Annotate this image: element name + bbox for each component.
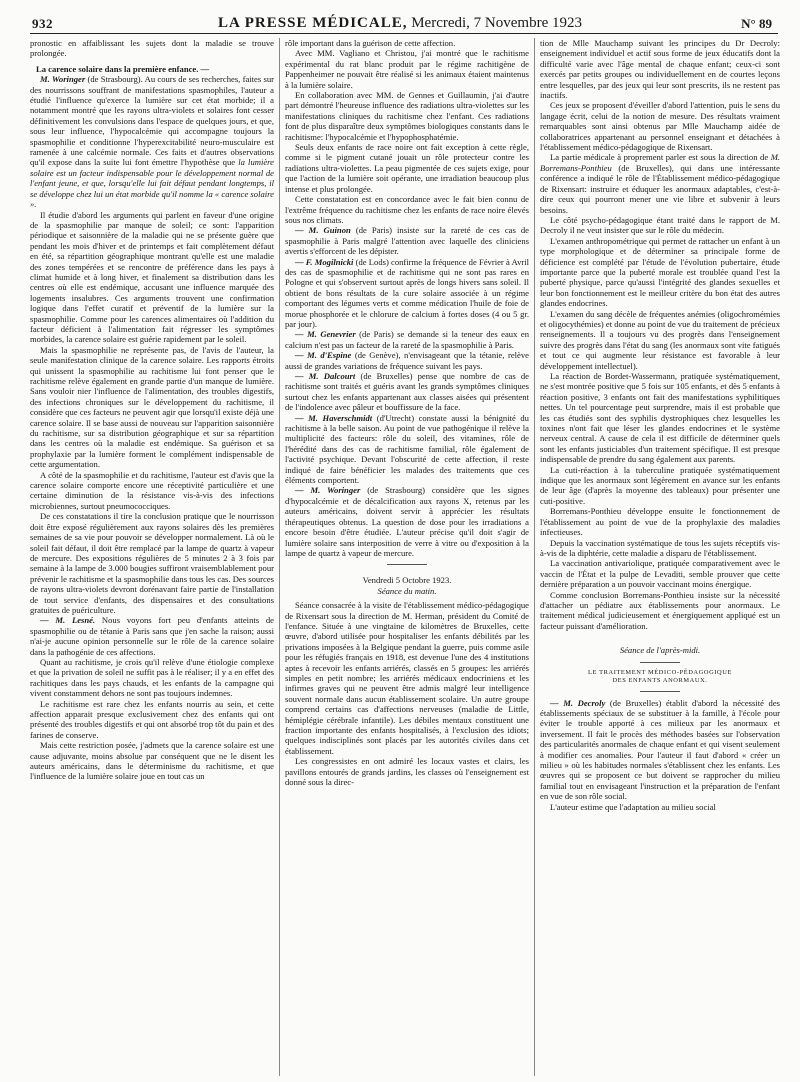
journal-name: LA PRESSE MÉDICALE, [218, 15, 408, 31]
paragraph: Comme conclusion Borremans-Ponthieu insiste sur la nécessité d'attacher un pédiatre aux établissements pour anormaux. Le traitement médical judicieusement et énergiquement appliqué est un facteur puissant d'amélioration. [540, 589, 780, 631]
paragraph-text: (de Strasbourg) considère que les signes d'hypocalcémie et de décalcification aux rayons X, retenus par les auteurs américains, doivent servir à apprécier les résultats thérapeutiques obtenus. La question de dose pour les irradiations a encore besoin d'être étudiée. L'auteur précise qu'il doit s'agir de lumière solaire sans interposition de verre à vitre ou d'exposition à la lampe de quartz à vapeur de mercure. [285, 485, 529, 558]
paragraph-text: La partie médicale à proprement parler est sous la direction de [550, 152, 771, 163]
speaker-name: M. Borremans-Ponthieu [540, 152, 780, 173]
session-title: Séance du matin. [377, 585, 437, 596]
speaker-name: — M. Genevrier [295, 329, 356, 340]
speaker-name: — M. Woringer [295, 485, 361, 496]
session-date: Vendredi 5 Octobre 1923. [362, 575, 452, 586]
speaker-name: M. Woringer [40, 74, 86, 85]
paragraph: Avec MM. Vagliano et Christou, j'ai montré que le rachitisme expérimental du rat blanc produit par le régime rachitigène de Pappenheimer ne pouvait être réalisé si les animaux étaient maintenus à la lumière solaire. [285, 48, 529, 90]
speaker-name: — M. Dalcourt [295, 371, 356, 381]
paragraph: Le rachitisme est rare chez les enfants nourris au sein, et cette affection apparait presque exclusivement chez des enfants qui ont présenté des troubles digestifs et qui ont absorbé trop tôt du pain et des farines de conserve. [30, 698, 274, 740]
issue-date: Mercredi, 7 Novembre 1923 [407, 15, 582, 31]
paragraph: rôle important dans la guérison de cette affection. [285, 38, 456, 48]
paragraph [285, 257, 529, 330]
speaker-name: — M. Lesné. [40, 615, 96, 626]
column-divider [534, 38, 535, 1076]
paragraph: Mais cette restriction posée, j'admets que la carence solaire est une cause adjuvante, moins absolue par conséquent que ne le disent les auteurs américains, dans le déterminisme du rachitisme, et que l'influence de la lumière solaire joue en tout cas un [30, 740, 274, 782]
paragraph-text: (d'Utrecht) constate aussi la bénignité du rachitisme à la belle saison. Au point de vue pathogénique il relève la multiplicité des facteurs: rôle du soleil, des vitamines, rôle de l'hérédité dans des cas de rachitisme familial, rôle également de l'activité psychique. Devant l'obscurité de cette affection, il reste indiqué de faire bénéficier les malades des traitements que ces éléments comportent. [285, 412, 529, 486]
paragraph-text: (de Genève), n'envisageant que la tétanie, relève aussi de grandes variations de fréquence suivant les pays. [285, 350, 529, 371]
paragraph [285, 485, 529, 558]
paragraph: Seuls deux enfants de race noire ont fait exception à cette règle, comme si le pigment cutané jouait un rôle protecteur contre les radiations ultra-violettes. La peau pigmentée de ces sujets exige, pour que l'action de la lumière soit opérante, une irradiation beaucoup plus intense et plus prolongée. [285, 142, 529, 194]
paragraph [540, 698, 780, 802]
paragraph-text: (de Bruxelles) établit d'abord la nécessité des établissements spéciaux de se substituer à la famille, à l'école pour éviter le trouble apporté à ces milieux par les anormaux et inversement. Il fait le procès des méthodes basées sur l'observation des particularités anormales de chaque enfant et qui visent seulement à modifier ces anomalies. Pour l'auteur il faut d'abord « créer un milieu » où les habitudes normales s'établissent chez les enfants. Les œuvres qui se proposent ce but doivent se rapprocher du milieu familial tout en envisageant l'instruction et la préparation de l'enfant en vue de son rôle social. [540, 697, 780, 802]
spacer [540, 631, 780, 645]
page-number: 932 [32, 16, 53, 31]
speaker-name: — M. Decroly [550, 697, 606, 708]
speaker-name: — M. Guinon [295, 225, 351, 236]
paragraph: Borremans-Ponthieu développe ensuite le fonctionnement de l'établissement au point de vue de la prophylaxie des maladies infectieuses. [540, 506, 780, 538]
paragraph: Les congressistes en ont admiré les locaux vastes et clairs, les pavillons entourés de grands jardins, les classes où l'enseignement est donné sous la direc- [285, 756, 529, 788]
column-1 [30, 38, 274, 1078]
journal-title [20, 15, 780, 32]
paragraph: De ces constatations il tire la conclusion pratique que le nourrisson doit être exposé régulièrement aux rayons solaires dès les premières semaines de sa vie pour pouvoir se développer normalement. Là où le soleil fait défaut, il doit être remplacé par la lampe de quartz à vapeur de mercure. Des expositions régulières de 5 minutes 2 à 3 fois par semaine à la lampe de 3.000 bougies suffiront vraisemblablement pour prévenir le rachitisme et la spasmophilie dans tous les cas. Des sources de rayons ultra-violets devront dorénavant faire partie de l'installation de tout service d'enfants, des dispensaires et des consultations gratuites de puériculture. [30, 511, 274, 615]
paragraph: Depuis la vaccination systématique de tous les sujets réceptifs vis-à-vis de la diphtérie, cette maladie a disparu de l'établissement. [540, 537, 780, 558]
paragraph [30, 74, 274, 209]
paragraph: La vaccination antivariolique, pratiquée comparativement avec le vaccin de l'État et la pulpe de Levaditi, semble prouver que cette dernière préparation a un pouvoir vaccinant moins énergique. [540, 558, 780, 590]
paragraph-text: (de Strasbourg). Au cours de ses recherches, faites sur des nourrissons souffrant de manifestations spasmophiles, l'auteur a étudié l'influence qu'exerce la lumière sur cet état morbide; il a notamment montré que les rayons ultra-violets et solaires font cesser définitivement les convulsions dans l'espace de quelques jours, et que, sous leur influence, l'hypocalcémie qui accompagne toujours la spasmophilie et conditionne l'hyperexcitabilité neuro-musculaire est ramenée à une calcémie normale. Ces faits et d'autres observations qu'il expose dans la suite lui font émettre l'hypothèse que [30, 74, 274, 168]
paragraph [285, 329, 529, 350]
paragraph [540, 152, 780, 214]
paragraph [285, 350, 529, 371]
paragraph-text: (de Paris) se demande si la teneur des eaux en calcium n'est pas un facteur de la rareté de la spasmophilie à Paris. [285, 329, 529, 350]
issue-number: N° 89 [741, 16, 772, 31]
separator-rule [640, 691, 680, 692]
column-3 [540, 38, 780, 1078]
paragraph: pronostic en affaiblissant les sujets dont la maladie se trouve prolongée. [30, 38, 274, 59]
paragraph: Ces jeux se proposent d'éveiller d'abord l'attention, puis le sens du langage écrit, celui de la notion de mesure. Des résultats vraiment remarquables sont ainsi obtenus par Mlle Mauchamp aidée de collaboratrices appartenant au personnel enseignant et détachées à l'établissement médico-pédagogique de Rixensart. [540, 100, 780, 153]
paragraph-text: (de Bruxelles), qui dans une intéressante conférence a indiqué le rôle de l'Établissement médico-pédagogique de Rixensart: instruire et éduquer les anormaux adaptables, c'est-à-dire ceux qui pourront mener une vie libre et subvenir à leurs besoins. [540, 162, 780, 215]
paragraph: Séance consacrée à la visite de l'établissement médico-pédagogique de Rixensart sous la direction de M. Herman, président du Comité de l'enfance. Située à une vingtaine de kilomètres de Bruxelles, cette œuvre, d'abord utilisée pour hospitaliser les enfants débilités par les privations imposées à la Belgique pendant la guerre, puis comme asile pour les réfugiés français en 1918, est devenue l'une des 4 institutions aptes à recevoir les enfants arriérés, classés en 5 groupes: les arriérés simples en petit nombre; les arriérés médicaux endocriniens et les infirmes graves qui ne peuvent être admis malgré leur intelligence souvent normale dans aucun établissement scolaire. Un autre groupe comprend certains cas d'affections nerveuses (maladie de Little, hémiplégie cérébrale infantile). Les débiles mentaux constituent une fraction importante des enfants hospitalisés, à l'exclusion des idiots; quelques indisciplinés sont placés par les autorités civiles dans cet établissement. [285, 600, 529, 756]
italic-text: la lumière solaire est un facteur indispensable pour le développement normal de l'enfant jeune, et que, lorsqu'elle lui fait défaut pendant longtemps, il se développe chez lui un état morbide qu'il nomme la « carence solaire ». [30, 157, 274, 210]
paragraph-text: (de Bruxelles) pense que nombre de cas de rachitisme sont traités et guéris avant les grands symptômes cliniques surtout chez les enfants appartenant aux classes aisées qui présentent de l'indolence avec pâleur et bouffissure de la face. [285, 371, 529, 413]
paragraph [30, 615, 274, 657]
paragraph: En collaboration avec MM. de Gennes et Guillaumin, j'ai d'autre part démontré l'heureuse influence des radiations ultra-violettes sur les manifestations cliniques du rachitisme chez l'enfant. Ces radiations font de plus disparaître deux symptômes biologiques constants dans le rachitisme: l'hypocalcémie et l'hypophosphatémie. [285, 90, 529, 142]
paragraph: A côté de la spasmophilie et du rachitisme, l'auteur est d'avis que la carence solaire comporte encore une réceptivité particulière et une certaine diminution de la résistance vis-à-vis des infections microbiennes, surtout pneumococciques. [30, 469, 274, 511]
paragraph: La réaction de Bordet-Wassermann, pratiquée systématiquement, ne s'est montrée positive que 5 fois sur 105 enfants, et dès 5 enfants à réaction positive, 3 enfants ont fait des manifestations syphilitiques nettes. Un tel pourcentage peut surprendre, mais il est probable que les cas étudiés sont des syphilis dystrophiques chez lesquelles les toxines n'ont fait que léser les glandes endocrines et le système nerveux central. A cause de cela il est difficile de déterminer quels sont les enfants justiciables d'un traitement spécifique. Il est presque indispensable de prendre du sang également aux parents. [540, 371, 780, 465]
speaker-name: — F. Mogilnicki [295, 256, 354, 267]
paragraph [285, 371, 529, 413]
paragraph: Quant au rachitisme, je crois qu'il relève d'une étiologie complexe et que la privation de soleil ne suffit pas à le réaliser; il y a en effet des rachitiques dans les pays chauds, et les enfants de la campagne qui vivent constamment dehors ne sont pas toujours indemnes. [30, 656, 274, 699]
section-title: LE TRAITEMENT MÉDICO-PÉDAGOGIQUE [588, 668, 732, 676]
paragraph: Il étudie d'abord les arguments qui parlent en faveur d'une origine de la spasmophilie par manque de soleil; ce sont: l'apparition périodique et saisonnière de la maladie qui ne se présente guère que pendant les mois d'hiver et de printemps et fait complètement défaut en été, sa répartition géographique montrant qu'elle est une maladie des zones tempérées et se rencontre de préférence dans les pays à climat humide et à long hiver, et finalement sa distribution dans les centres où elle est endémique, accusant une influence marquée des logements insalubres. Ces arguments trouvent une confirmation logique dans l'effet curatif et préventif de la lumière sur la spasmophilie. Comme pour les carences alimentaires où l'addition du facteur déficient à l'alimentation fait régresser les symptômes morbides, la carence solaire est guérie rapidement par le soleil. [30, 209, 274, 345]
paragraph: Le côté psycho-pédagogique étant traité dans le rapport de M. Decroly il ne veut insister que sur le rôle du médecin. [540, 214, 780, 236]
paragraph: La cuti-réaction à la tuberculine pratiquée systématiquement indique que les anormaux sont légèrement en avance sur les enfants de leur âge (d'après la moyenne des tableaux) pour présenter une cuti-positive. [540, 464, 780, 506]
separator-rule [387, 564, 427, 565]
paragraph: Cette constatation est en concordance avec le fait bien connu de l'extrême fréquence du rachitisme chez les enfants de race noire élevés sous nos climats. [285, 194, 529, 225]
header-rule [30, 33, 778, 34]
paragraph-text: (de Paris) insiste sur la rareté de ces cas de spasmophilie à Paris malgré l'attention avec laquelle des cliniciens avertis s'efforcent de les dépister. [285, 225, 529, 257]
section-heading: La carence solaire dans la première enfance. — [36, 63, 210, 74]
paragraph: L'examen anthropométrique qui permet de rattacher un enfant à un type morphologique et de déterminer sa principale forme de déficience est complété par l'étude de l'évolution pubertaire, étude importante parce que la puberté morale est troublée quand l'est la puberté physique, parce qu'aussi l'intégrité des glandes sexuelles et leur bon fonctionnement est le meilleur critère du bon état des autres glandes endocrines. [540, 235, 780, 309]
paragraph: Mais la spasmophilie ne représente pas, de l'avis de l'auteur, la seule manifestation clinique de la carence solaire. Les rapports étroits qui unissent la spasmophilie au rachitisme lui font penser que le rachitisme relève également en grande partie d'un manque de lumière. Sans vouloir nier l'influence de l'alimentation, des troubles digestifs, des infections chroniques sur le développement du rachitisme, il considère que ces facteurs ne peuvent agir que lorsqu'il existe déjà une carence solaire. Il se base aussi de nouveau sur l'apparition saisonnière du rachitisme, sur sa distribution géographique et sur sa répartition dans les centres où la maladie est endémique. Sa guérison et sa prophylaxie par la lumière forment le complément indispensable de cette argumentation. [30, 344, 274, 470]
paragraph [285, 225, 529, 256]
paragraph: tion de Mlle Mauchamp suivant les principes du Dr Decroly: enseignement individuel et actif sous forme de jeux éducatifs dont la difficulté varie avec l'âge mental de chaque enfant; ceux-ci sont exercés par petits groupes ou individuellement en de courtes leçons entre lesquelles, par des jeux qui leur sont prescrits, ils ne restent pas inactifs. [540, 38, 780, 101]
session-title: Séance de l'après-midi. [619, 645, 701, 656]
section-subtitle: DES ENFANTS ANORMAUX. [612, 676, 708, 684]
column-2 [285, 38, 529, 1078]
column-divider [279, 38, 280, 1076]
speaker-name: — M. d'Espine [295, 350, 352, 361]
paragraph-text: Nous voyons fort peu d'enfants atteints de spasmophilie ou de tétanie à Paris sans que j'en sache la raison; aussi n'ai-je aucune opinion personnelle sur le rôle de la carence solaire dans la pathogénie de ces affections. [30, 615, 274, 657]
separator-rule [640, 662, 680, 663]
paragraph-text: (de Lods) confirme la fréquence de Février à Avril des cas de spasmophilie et de rachitisme qui ne sont pas rares en Pologne et qui s'observent surtout après de longs hivers sans soleil. Il obtient de bons résultats de la cure solaire associée à un régime comportant des légumes verts et comme médication l'huile de foie de morue phosphorée et le chlorure de calcium à fortes doses (4 ou 5 gr. par jour). [285, 256, 529, 329]
page-header [20, 12, 780, 34]
paragraph: L'examen du sang décèle de fréquentes anémies (oligochromémies et oligocythémies) et donne au point de vue du traitement de précieux renseignements. Il a toujours vu des progrès dans l'enseignement suivre des progrès dans l'état du sang (les anormaux sont vite fatigués et tout ce qui augmente leur résistance est favorable à leur développement intellectuel). [540, 308, 780, 371]
paragraph: L'auteur estime que l'adaptation au milieu social [550, 801, 716, 812]
paragraph [285, 413, 529, 486]
speaker-name: — M. Haverschmidt [295, 412, 373, 423]
